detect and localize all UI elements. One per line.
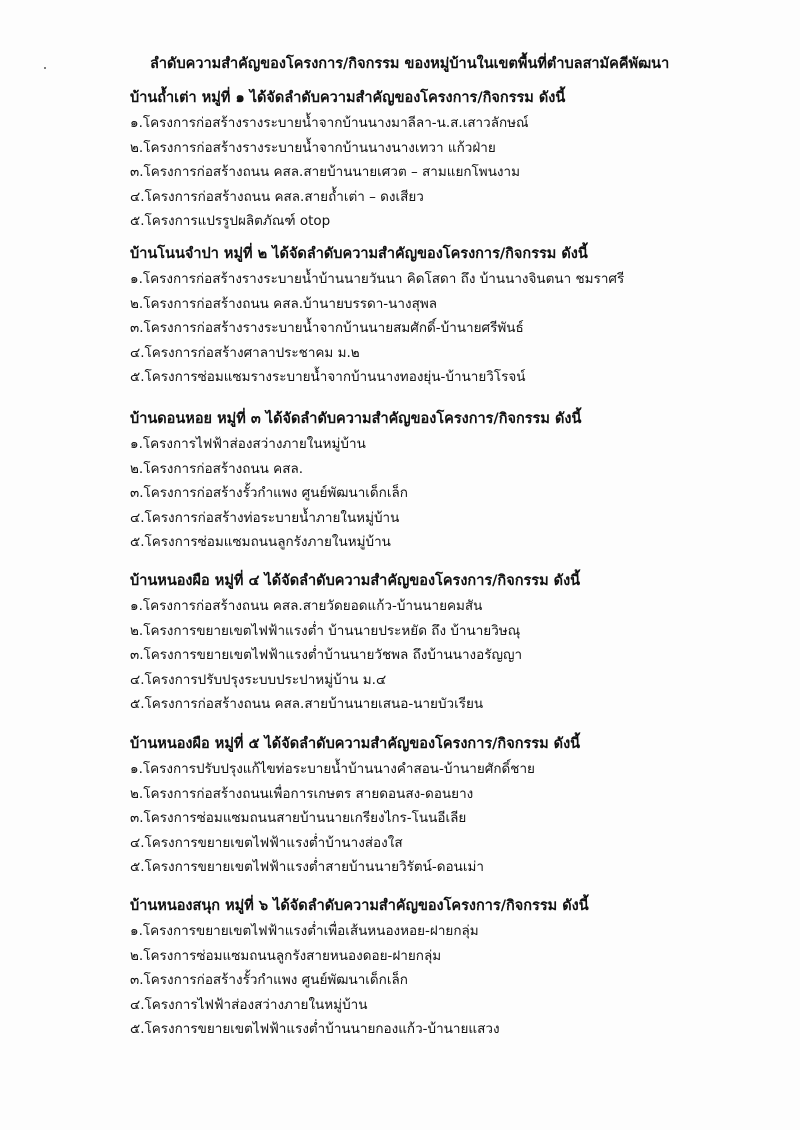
project-item: ๒.โครงการก่อสร้างถนนเพื่อการเกษตร สายดอนสง-ดอนยาง [130, 785, 474, 802]
project-item: ๒.โครงการก่อสร้างถนน คสล.บ้านายบรรดา-นางสุพล [130, 295, 437, 312]
section-heading: บ้านโนนจำปา หมู่ที่ ๒ ได้จัดลำดับความสำคัญของโครงการ/กิจกรรม ดังนี้ [130, 246, 588, 262]
project-item: ๕.โครงการขยายเขตไฟฟ้าแรงต่ำบ้านนายกองแก้ว-บ้านายแสวง [130, 1021, 500, 1037]
project-item: ๕.โครงการขยายเขตไฟฟ้าแรงต่ำสายบ้านนายวิรัตน์-ดอนเม่า [130, 859, 484, 875]
project-item: ๔.โครงการก่อสร้างถนน คสล.สายถ้ำเต่า – ดงเสียว [130, 188, 424, 205]
project-item: ๑.โครงการก่อสร้างถนน คสล.สายวัดยอดแก้ว-บ้านนายคมสัน [130, 598, 483, 614]
project-item: ๔.โครงการขยายเขตไฟฟ้าแรงต่ำบ้านางส่องใส [130, 834, 403, 851]
project-item: ๑.โครงการขยายเขตไฟฟ้าแรงต่ำเพื่อเส้นหนองหอย-ฝายกลุ่ม [130, 923, 479, 939]
project-item: ๔.โครงการไฟฟ้าส่องสว่างภายในหมู่บ้าน [130, 996, 368, 1013]
village-section [130, 731, 770, 880]
project-item: ๑.โครงการปรับปรุงแก้ไขท่อระบายน้ำบ้านนางคำสอน-บ้านายศักดิ์ชาย [130, 761, 535, 777]
project-item: ๓.โครงการก่อสร้างรางระบายน้ำจากบ้านนายสมศักดิ์-บ้านายศรีพันธ์ [130, 320, 524, 336]
section-heading: บ้านหนองผือ หมู่ที่ ๔ ได้จัดลำดับความสำคัญของโครงการ/กิจกรรม ดังนี้ [130, 573, 581, 589]
project-item: ๒.โครงการก่อสร้างถนน คสล. [130, 460, 304, 477]
project-item: ๒.โครงการก่อสร้างรางระบายน้ำจากบ้านนางนางเทวา แก้วฝ่าย [130, 139, 496, 156]
village-section [130, 85, 770, 234]
project-item: ๓.โครงการก่อสร้างถนน คสล.สายบ้านนายเศวต – สามแยกโพนงาม [130, 164, 520, 180]
project-item: ๕.โครงการซ่อมแซมถนนลูกรังภายในหมู่บ้าน [130, 534, 391, 550]
village-section [130, 241, 770, 390]
project-item: ๓.โครงการก่อสร้างรั้วกำแพง ศูนย์พัฒนาเด็กเล็ก [130, 972, 408, 988]
project-item: ๔.โครงการปรับปรุงระบบประปาหมู่บ้าน ม.๔ [130, 671, 387, 688]
project-item: ๓.โครงการก่อสร้างรั้วกำแพง ศูนย์พัฒนาเด็กเล็ก [130, 485, 408, 501]
project-item: ๓.โครงการซ่อมแซมถนนสายบ้านนายเกรียงไกร-โนนอีเลีย [130, 810, 467, 826]
section-heading: บ้านถ้ำเต่า หมู่ที่ ๑ ได้จัดลำดับความสำคัญของโครงการ/กิจกรรม ดังนี้ [130, 90, 566, 106]
project-item: ๒.โครงการซ่อมแซมถนนลูกรังสายหนองดอย-ฝายกลุ่ม [130, 947, 442, 964]
project-item: ๕.โครงการแปรรูปผลิตภัณฑ์ otop [130, 213, 331, 229]
project-item: ๔.โครงการก่อสร้างศาลาประชาคม ม.๒ [130, 344, 360, 361]
project-item: ๕.โครงการก่อสร้างถนน คสล.สายบ้านนายเสนอ-นายบัวเรียน [130, 696, 484, 712]
project-item: ๑.โครงการก่อสร้างรางระบายน้ำบ้านนายวันนา คิดโสดา ถึง บ้านนางจินตนา ชมราศรี [130, 271, 625, 287]
village-section [130, 893, 770, 1042]
project-item: ๒.โครงการขยายเขตไฟฟ้าแรงต่ำ บ้านนายประหยัด ถึง บ้านายวิษณุ [130, 622, 521, 639]
village-section [130, 406, 770, 555]
village-section [130, 568, 770, 717]
project-item: ๑.โครงการไฟฟ้าส่องสว่างภายในหมู่บ้าน [130, 436, 366, 452]
document-title: ลำดับความสำคัญของโครงการ/กิจกรรม ของหมู่บ้านในเขตพื้นที่ตำบลสามัคคีพัฒนา [150, 56, 670, 72]
project-item: ๑.โครงการก่อสร้างรางระบายน้ำจากบ้านนางมาลีลา-น.ส.เสาวลักษณ์ [130, 115, 529, 131]
project-item: ๔.โครงการก่อสร้างท่อระบายน้ำภายในหมู่บ้าน [130, 509, 400, 526]
scan-speck [44, 67, 46, 69]
section-heading: บ้านดอนหอย หมู่ที่ ๓ ได้จัดลำดับความสำคัญของโครงการ/กิจกรรม ดังนี้ [130, 411, 582, 427]
project-item: ๕.โครงการซ่อมแซมรางระบายน้ำจากบ้านนางทองยุ่น-บ้านายวิโรจน์ [130, 369, 526, 385]
section-heading: บ้านหนองผือ หมู่ที่ ๕ ได้จัดลำดับความสำคัญของโครงการ/กิจกรรม ดังนี้ [130, 736, 581, 752]
project-item: ๓.โครงการขยายเขตไฟฟ้าแรงต่ำบ้านนายวัชพล ถึงบ้านนางอรัญญา [130, 647, 523, 663]
section-heading: บ้านหนองสนุก หมู่ที่ ๖ ได้จัดลำดับความสำคัญของโครงการ/กิจกรรม ดังนี้ [130, 898, 589, 914]
